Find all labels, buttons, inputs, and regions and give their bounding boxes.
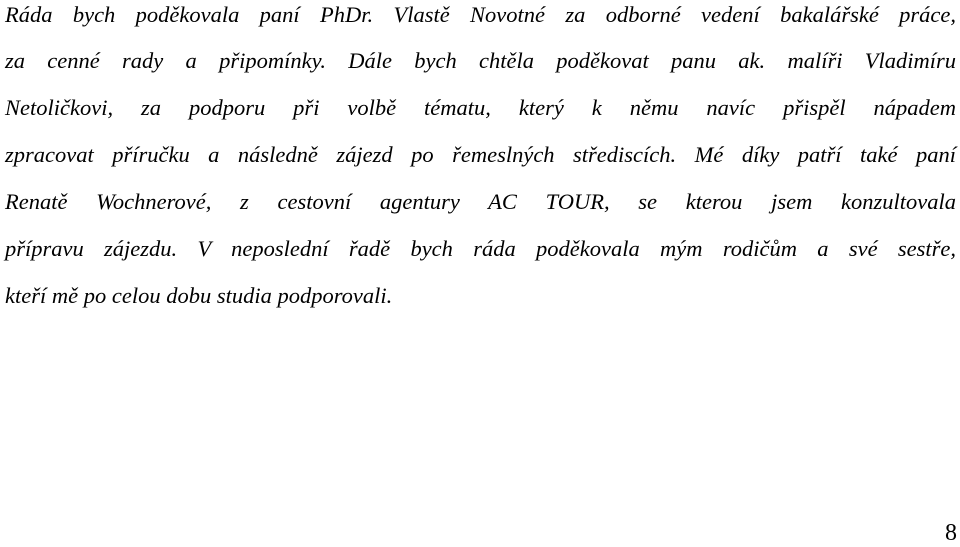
paragraph-line-7: kteří mě po celou dobu studia podporovali.: [5, 283, 393, 308]
paragraph-line-4: zpracovat příručku a následně zájezd po řemeslných střediscích. Mé díky patří také paní: [5, 142, 956, 167]
paragraph-line-5: Renatě Wochnerové, z cestovní agentury AC TOUR, se kterou jsem konzultovala: [5, 189, 956, 214]
paragraph-line-1: Ráda bych poděkovala paní PhDr. Vlastě Novotné za odborné vedení bakalářské práce,: [5, 2, 956, 27]
paragraph-line-2: za cenné rady a připomínky. Dále bych chtěla poděkovat panu ak. malíři Vladimíru: [5, 48, 956, 73]
paragraph-line-3: Netoličkovi, za podporu při volbě tématu, který k němu navíc přispěl nápadem: [5, 95, 956, 120]
page-number: 8: [945, 520, 957, 546]
paragraph-line-6: přípravu zájezdu. V neposlední řadě bych ráda poděkovala mým rodičům a své sestře,: [5, 236, 956, 261]
